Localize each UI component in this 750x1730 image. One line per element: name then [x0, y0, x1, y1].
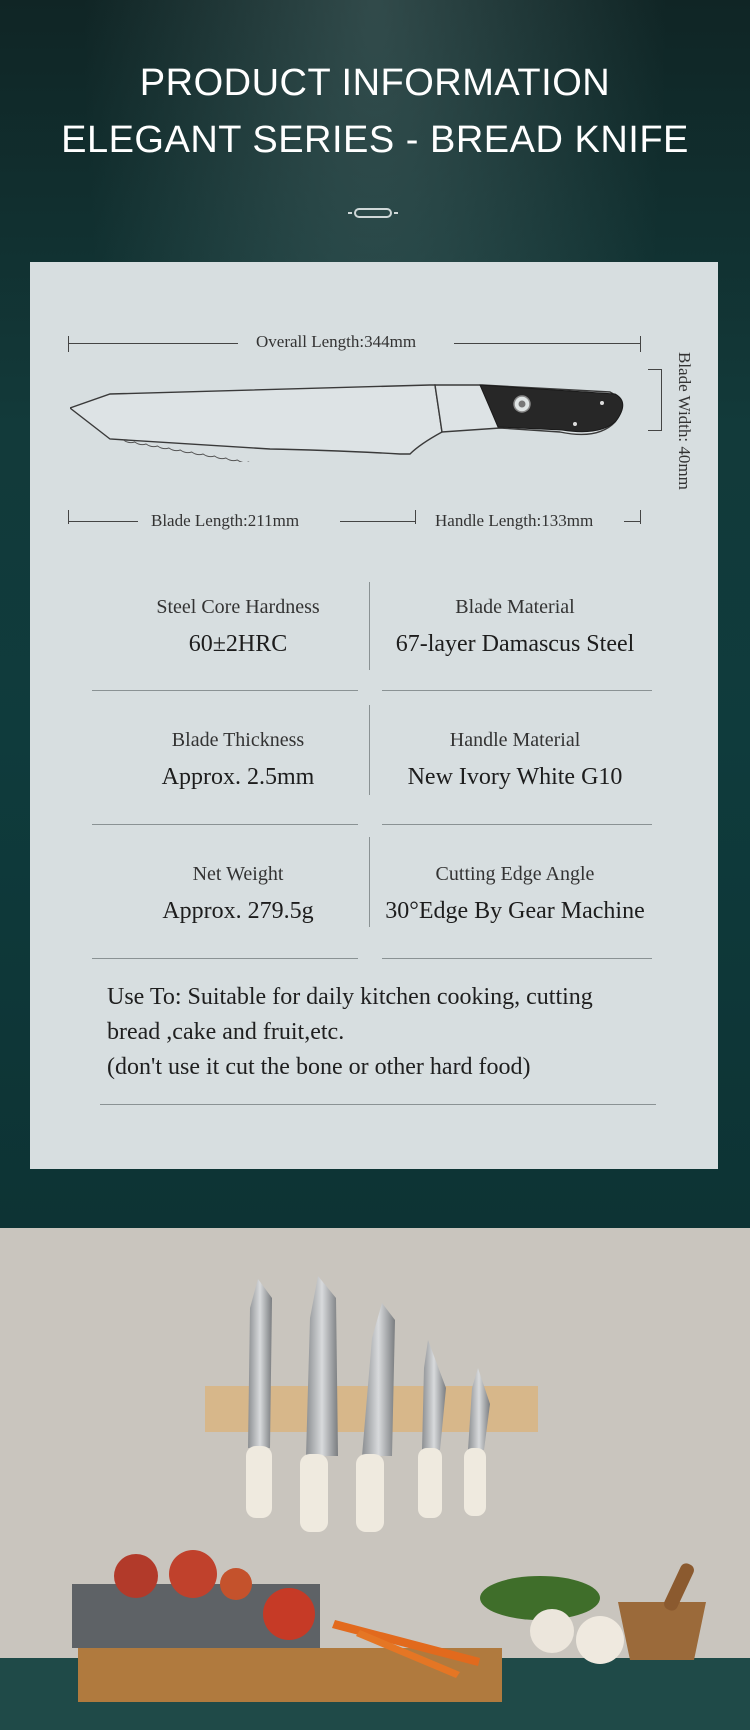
blade-width-label: Blade Width: 40mm: [675, 352, 694, 490]
blade-width-line: [661, 369, 662, 431]
kitchen-scene-image: [0, 1228, 750, 1730]
spec-label: Blade Material: [455, 596, 575, 618]
spec-divider-horizontal: [382, 690, 652, 691]
spec-value: Approx. 2.5mm: [161, 764, 315, 790]
bread-knife-diagram: [70, 372, 670, 462]
spec-divider-horizontal: [382, 824, 652, 825]
spec-label: Blade Thickness: [171, 729, 305, 751]
overall-length-line-right: [454, 343, 640, 344]
spec-handle-material: [385, 729, 645, 791]
spec-edge-angle: [385, 863, 645, 925]
spec-value: New Ivory White G10: [407, 764, 623, 790]
spec-value: 67-layer Damascus Steel: [395, 631, 635, 657]
overall-length-label: Overall Length:344mm: [256, 332, 417, 351]
handle-length-tick-right: [640, 510, 641, 524]
spec-divider-horizontal: [92, 690, 358, 691]
divider-pill-icon: [354, 208, 392, 218]
cutting-board: [78, 1648, 502, 1702]
spec-label: Cutting Edge Angle: [435, 863, 595, 885]
spec-blade-material: [385, 596, 645, 658]
blade-width-tick-top: [648, 369, 662, 370]
usage-line: (don't use it cut the bone or other hard food): [107, 1054, 531, 1080]
spec-thickness: [108, 729, 368, 791]
spec-divider-horizontal: [92, 958, 358, 959]
spec-divider-vertical-3: [369, 837, 370, 927]
spec-divider-horizontal: [382, 958, 652, 959]
apple: [263, 1588, 315, 1640]
spec-divider-vertical-2: [369, 705, 370, 795]
handle-length-tick-left: [415, 510, 416, 524]
page-title-line1: PRODUCT INFORMATION: [139, 62, 611, 104]
knife-set-photo: [0, 1228, 750, 1730]
page-title-line2: ELEGANT SERIES - BREAD KNIFE: [61, 119, 689, 161]
handle-length-label: Handle Length:133mm: [435, 511, 594, 530]
overall-length-tick-left: [68, 336, 69, 352]
spec-divider-horizontal: [92, 824, 358, 825]
spec-divider-vertical-1: [369, 582, 370, 670]
spec-value: 30°Edge By Gear Machine: [385, 898, 645, 924]
usage-text: [107, 980, 667, 1085]
handle-length-line-right: [624, 521, 640, 522]
blade-length-label: Blade Length:211mm: [151, 511, 300, 530]
spec-label: Net Weight: [192, 863, 284, 885]
blade-shape: [70, 385, 442, 454]
spec-label: Steel Core Hardness: [156, 596, 320, 618]
spec-weight: [108, 863, 368, 925]
overall-length-tick-right: [640, 336, 641, 352]
mortar: [618, 1602, 706, 1660]
usage-line: Use To: Suitable for daily kitchen cooking, cutting: [107, 984, 593, 1010]
blade-length-line-left: [68, 521, 138, 522]
spec-value: 60±2HRC: [188, 631, 288, 657]
spec-hardness: [108, 596, 368, 658]
blade-length-line-right: [340, 521, 416, 522]
overall-length-line-left: [68, 343, 238, 344]
usage-line: bread ,cake and fruit,etc.: [107, 1019, 345, 1045]
usage-divider: [100, 1104, 656, 1105]
spec-value: Approx. 279.5g: [162, 898, 314, 924]
blade-width-tick-bottom: [648, 430, 662, 431]
spec-label: Handle Material: [449, 729, 581, 751]
spec-card: [30, 262, 718, 1169]
